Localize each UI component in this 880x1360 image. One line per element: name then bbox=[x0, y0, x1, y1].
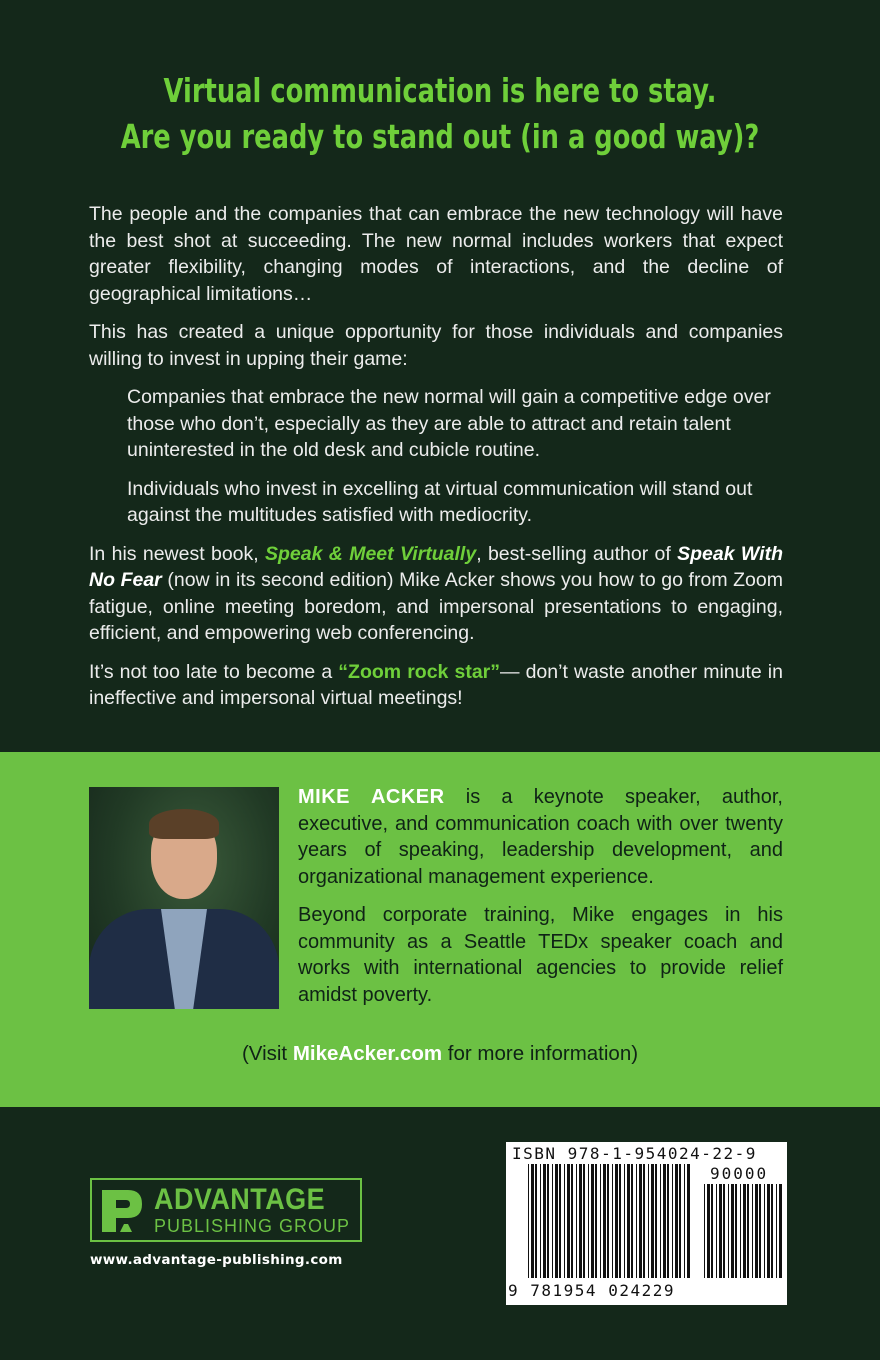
text-span: It’s not too late to become a bbox=[89, 660, 339, 683]
text-span: , best-selling author of bbox=[476, 542, 678, 565]
author-bio-paragraph-2: Beyond corporate training, Mike engages in his community as a Seattle TEDx speaker coach and works with international agencies to provide relief amidst poverty. bbox=[298, 904, 783, 1006]
description bbox=[89, 201, 783, 724]
isbn-text: ISBN 978-1-954024-22-9 bbox=[512, 1144, 757, 1163]
text-span: is a keynote speaker, author, executive, and communication coach with over twenty years of speaking, leadership development, and organizational management experience. bbox=[298, 786, 783, 888]
isbn-barcode bbox=[506, 1142, 787, 1305]
author-name: MIKE ACKER bbox=[298, 786, 445, 808]
author-bio-paragraph-1 bbox=[298, 784, 783, 890]
headline bbox=[97, 68, 783, 160]
book-title-speak-meet-virtually: Speak & Meet Virtually bbox=[265, 542, 477, 565]
publisher-name-line-2: PUBLISHING GROUP bbox=[154, 1216, 351, 1236]
description-point-companies: Companies that embrace the new normal will gain a competitive edge over those who don’t, especially as they are able to attract and retain talent uninterested in the old desk and cubicle routine. bbox=[127, 386, 771, 461]
publisher-url[interactable]: www.advantage-publishing.com bbox=[90, 1252, 343, 1268]
publisher-name-line-1: ADVANTAGE bbox=[154, 1183, 326, 1216]
description-paragraph-6 bbox=[89, 659, 783, 712]
author-website-link[interactable]: MikeAcker.com bbox=[292, 1042, 443, 1065]
visit-line bbox=[0, 1042, 880, 1066]
description-point-individuals: Individuals who invest in excelling at virtual communication will stand out against the multitudes satisfied with mediocrity. bbox=[127, 477, 753, 526]
publisher-logo-icon bbox=[98, 1186, 146, 1234]
book-title-speak-with-no-fear: Speak With No Fear bbox=[89, 542, 783, 591]
ean-digits: 9 781954 024229 bbox=[508, 1281, 675, 1300]
photo-hair bbox=[149, 809, 219, 839]
description-paragraph-1: The people and the companies that can embrace the new technology will have the best shot at succeeding. The new normal includes workers that expect greater flexibility, changing modes of interactions, and the decline of geographical limitations… bbox=[89, 203, 783, 305]
text-span: (Visit bbox=[241, 1042, 293, 1065]
description-paragraph-2: This has created a unique opportunity for those individuals and companies willing to invest in upping their game: bbox=[89, 321, 783, 370]
text-span: (now in its second edition) Mike Acker shows you how to go from Zoom fatigue, online meeting boredom, and impersonal presentations to engaging, efficient, and empowering web conferencing. bbox=[89, 569, 783, 644]
author-photo bbox=[89, 787, 279, 1009]
publisher-logo bbox=[90, 1178, 362, 1242]
zoom-rock-star-highlight: “Zoom rock star” bbox=[338, 660, 500, 683]
description-paragraph-5 bbox=[89, 541, 783, 647]
headline-line-1: Virtual communication is here to stay. bbox=[163, 71, 717, 110]
headline-line-2: Are you ready to stand out (in a good way)? bbox=[120, 117, 760, 156]
author-bio bbox=[298, 784, 783, 1020]
price-code: 90000 bbox=[710, 1164, 769, 1183]
text-span: In his newest book, bbox=[89, 542, 266, 565]
text-span: for more information) bbox=[442, 1042, 639, 1065]
text-span: — don’t waste another minute in ineffective and impersonal virtual meetings! bbox=[89, 660, 783, 709]
